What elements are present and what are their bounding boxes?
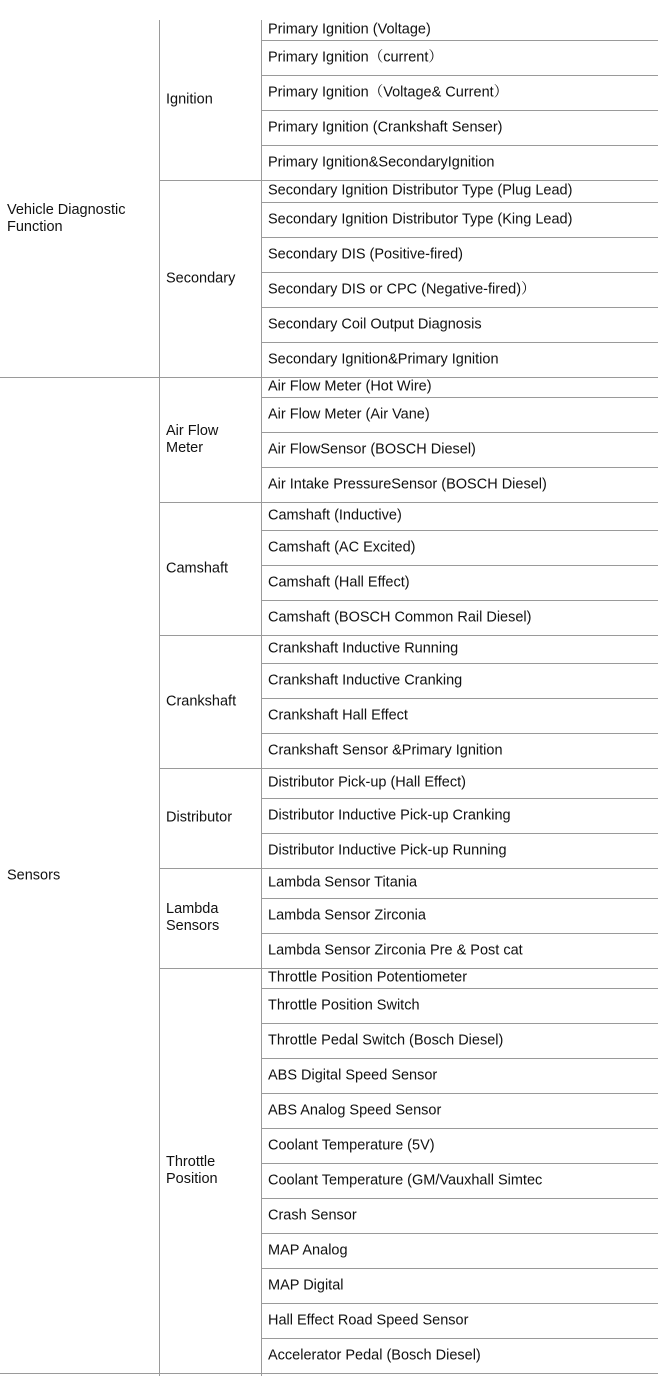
table-row: Crash Sensor [268,1207,357,1223]
table-row: Camshaft (BOSCH Common Rail Diesel) [268,609,532,625]
item-divider [261,467,658,468]
table-row: Camshaft (Inductive) [268,507,402,524]
item-divider [261,1128,658,1129]
item-divider [261,988,658,989]
table-row: Lambda Sensor Zirconia Pre & Post cat [268,942,523,958]
table-row: Distributor Inductive Pick-up Cranking [268,807,511,823]
table-row: Lambda Sensor Titania [268,874,418,891]
group-label: Air Flow Meter [166,422,219,456]
table-row: Throttle Position Potentiometer [268,969,468,986]
table-row: Secondary Ignition Distributor Type (Plug Lead) [268,182,573,199]
item-divider [261,75,658,76]
group-divider [159,502,658,503]
table-row: Camshaft (AC Excited) [268,539,416,555]
item-divider [261,1163,658,1164]
category-label: Vehicle Diagnostic Function [7,201,126,235]
table-row: Distributor Inductive Pick-up Running [268,842,507,858]
category-label: Sensors [7,867,61,884]
item-divider [261,145,658,146]
item-divider [261,1303,658,1304]
group-label: Secondary [166,270,236,286]
item-divider [261,933,658,934]
item-divider [261,272,658,273]
table-row: Secondary DIS or CPC (Negative-fired)） [268,281,536,297]
table-row: Coolant Temperature (GM/Vauxhall Simtec [268,1172,543,1188]
table-row: Crankshaft Inductive Running [268,640,459,657]
table-row: ABS Digital Speed Sensor [268,1067,438,1083]
table-row: Secondary DIS (Positive-fired) [268,246,464,262]
table-row: Air Flow Meter (Hot Wire) [268,378,432,395]
item-divider [261,1198,658,1199]
item-divider [261,237,658,238]
table-row: MAP Analog [268,1242,348,1258]
table-row: Crankshaft Sensor &Primary Ignition [268,742,503,758]
item-divider [261,898,658,899]
table-row: Secondary Coil Output Diagnosis [268,316,482,332]
table-row: Crankshaft Inductive Cranking [268,672,463,688]
table-row: Primary Ignition&SecondaryIgnition [268,154,495,170]
group-divider [159,768,658,769]
table-row: Primary Ignition（Voltage& Current） [268,84,509,100]
group-label: Ignition [166,91,213,108]
item-divider [261,1268,658,1269]
table-row: Primary Ignition (Voltage) [268,21,431,38]
table-row: Air Flow Meter (Air Vane) [268,406,430,422]
group-divider [159,180,658,181]
table-bottom-border [0,1373,658,1374]
column-divider [159,20,160,1376]
table-row: Distributor Pick-up (Hall Effect) [268,774,466,791]
table-row: MAP Digital [268,1277,344,1293]
item-divider [261,307,658,308]
item-divider [261,40,658,41]
item-divider [261,733,658,734]
table-row: Lambda Sensor Zirconia [268,907,426,923]
item-divider [261,202,658,203]
table-row: Throttle Pedal Switch (Bosch Diesel) [268,1032,504,1048]
item-divider [261,1233,658,1234]
table-row: Throttle Position Switch [268,997,420,1013]
table-row: Secondary Ignition&Primary Ignition [268,351,499,367]
table-row: Accelerator Pedal (Bosch Diesel) [268,1347,481,1363]
item-divider [261,530,658,531]
table-row: Hall Effect Road Speed Sensor [268,1312,469,1328]
item-divider [261,600,658,601]
group-divider [159,868,658,869]
item-divider [261,110,658,111]
table-row: Crankshaft Hall Effect [268,707,408,723]
item-divider [261,342,658,343]
item-divider [261,565,658,566]
group-label: Crankshaft [166,693,237,709]
table-row: Secondary Ignition Distributor Type (King Lead) [268,211,573,227]
table-row: Air FlowSensor (BOSCH Diesel) [268,441,476,457]
item-divider [261,1338,658,1339]
group-label: Camshaft [166,560,229,576]
table-row: Air Intake PressureSensor (BOSCH Diesel) [268,476,547,492]
table-row: Primary Ignition (Crankshaft Senser) [268,119,503,135]
table-row: Camshaft (Hall Effect) [268,574,410,590]
group-label: Lambda Sensors [166,901,220,934]
item-divider [261,397,658,398]
item-divider [261,1058,658,1059]
table-row: Primary Ignition（current） [268,49,443,65]
item-divider [261,698,658,699]
item-divider [261,432,658,433]
table-row: Coolant Temperature (5V) [268,1137,435,1153]
item-divider [261,798,658,799]
item-divider [261,1023,658,1024]
group-divider [159,635,658,636]
item-divider [261,1093,658,1094]
item-divider [261,833,658,834]
table-row: ABS Analog Speed Sensor [268,1102,442,1118]
group-label: Distributor [166,809,233,826]
item-divider [261,663,658,664]
group-label: Throttle Position [166,1153,218,1187]
